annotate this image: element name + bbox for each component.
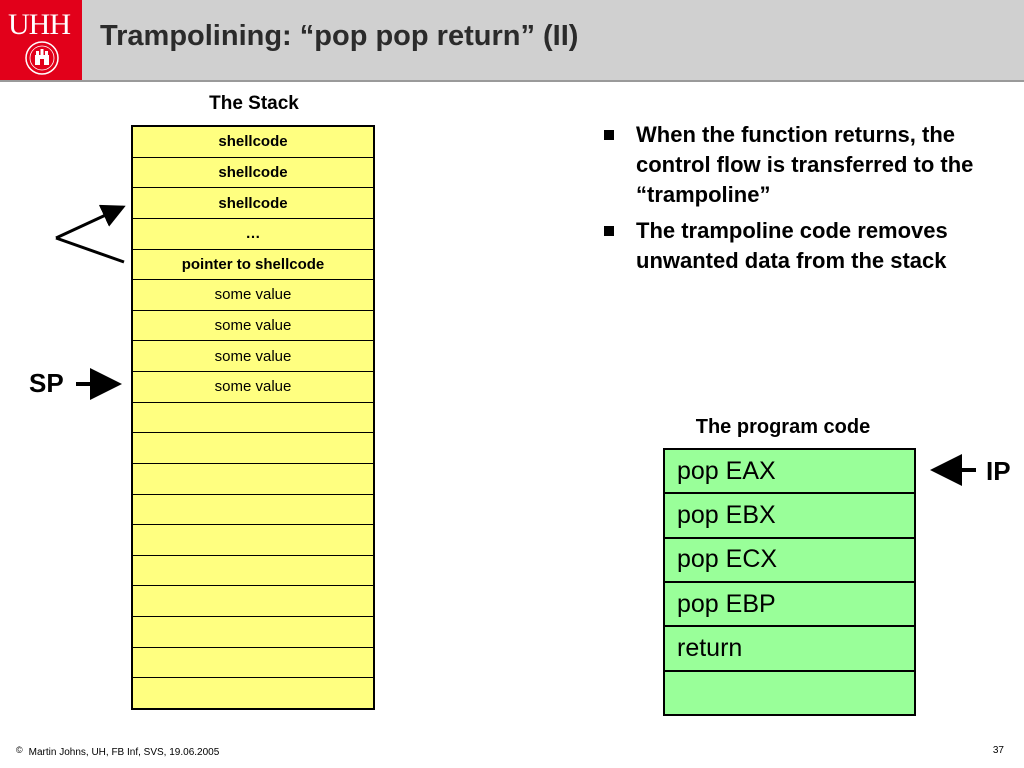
code-line: pop ECX	[665, 539, 914, 583]
footer	[16, 745, 219, 758]
stack-cell: pointer to shellcode	[133, 250, 373, 281]
bullet-text: When the function returns, the control flow is transferred to the “trampoline”	[636, 122, 974, 207]
stack-cell: some value	[133, 372, 373, 403]
sp-label: SP	[29, 368, 64, 398]
footer-text: Martin Johns, UH, FB Inf, SVS, 19.06.2005	[28, 747, 220, 758]
code-line: pop EBX	[665, 494, 914, 538]
stack-cell: shellcode	[133, 188, 373, 219]
bullet-text: The trampoline code removes unwanted data from the stack	[636, 218, 948, 273]
pointer-line-lower	[56, 238, 124, 262]
stack-cell: …	[133, 219, 373, 250]
stack-cell: shellcode	[133, 158, 373, 189]
stack-cell: some value	[133, 280, 373, 311]
stack-label: The Stack	[209, 93, 299, 114]
pointer-line-upper	[56, 207, 123, 238]
logo-text: UHH	[8, 8, 70, 41]
ip-label: IP	[986, 456, 1011, 486]
code-line: pop EAX	[665, 450, 914, 494]
slide-title: Trampolining: “pop pop return” (II)	[100, 20, 579, 52]
page-number: 37	[992, 745, 1004, 756]
stack-cell: some value	[133, 311, 373, 342]
copyright-symbol: ©	[16, 745, 23, 755]
stack-cell: some value	[133, 341, 373, 372]
code-line: return	[665, 627, 914, 671]
stack-cell: shellcode	[133, 127, 373, 158]
program-code-label: The program code	[695, 416, 871, 438]
code-line: pop EBP	[665, 583, 914, 627]
